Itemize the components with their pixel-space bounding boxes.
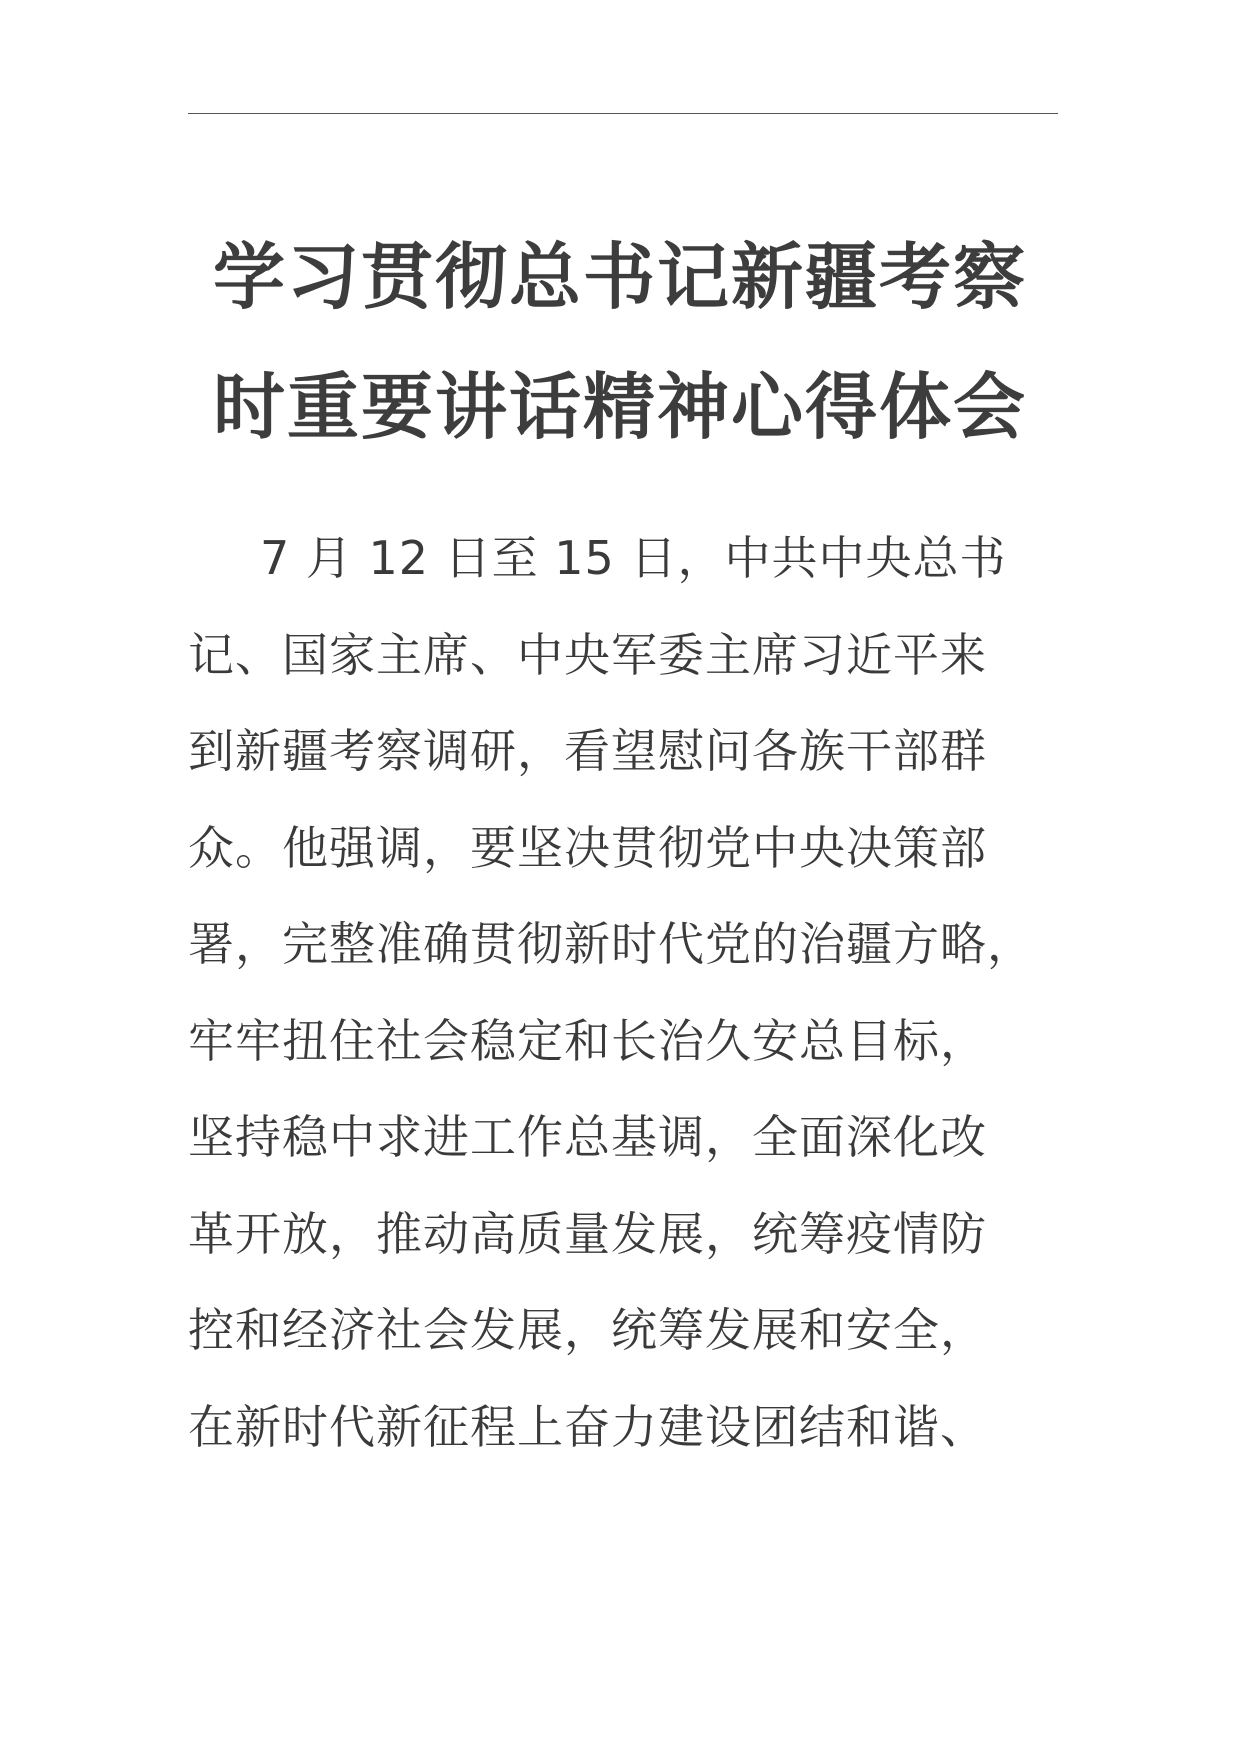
body-line-7: 坚持稳中求进工作总基调，全面深化改 [188, 1110, 987, 1164]
body-line-6: 牢牢扭住社会稳定和长治久安总目标， [188, 1013, 987, 1068]
body-line-5: 署，完整准确贯彻新时代党的治疆方略， [188, 917, 1034, 971]
body-line-2: 记、国家主席、中央军委主席习近平来 [188, 627, 987, 682]
body-line-8: 革开放，推动高质量发展，统筹疫情防 [188, 1206, 987, 1261]
document-title [170, 212, 1070, 472]
body-line-1: 7 月 12 日至 15 日，中共中央总书 [260, 531, 1007, 585]
title-line-1: 学习贯彻总书记新疆考察 [212, 235, 1027, 319]
title-line-2: 时重要讲话精神心得体会 [212, 365, 1027, 449]
header-rule [188, 113, 1058, 114]
body-line-10: 在新时代新征程上奋力建设团结和谐、 [188, 1399, 987, 1454]
body-line-3: 到新疆考察调研，看望慰问各族干部群 [188, 724, 987, 778]
body-paragraph [188, 510, 1078, 1475]
body-line-4: 众。他强调，要坚决贯彻党中央决策部 [188, 820, 987, 875]
body-line-9: 控和经济社会发展，统筹发展和安全， [188, 1303, 987, 1357]
